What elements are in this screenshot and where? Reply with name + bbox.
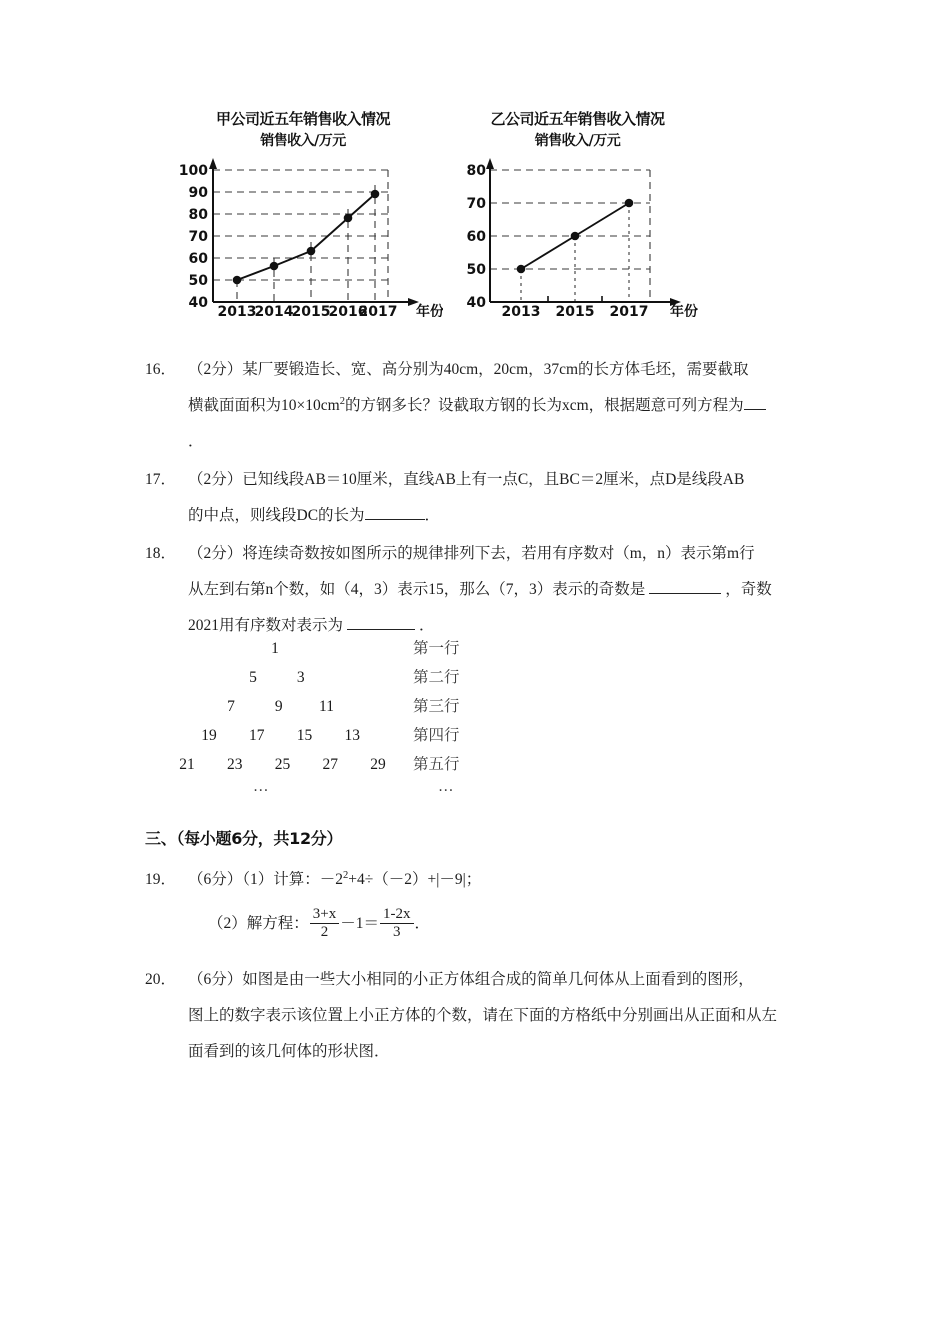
question-16-line-2-text-a: 横截面面积为10×10cm <box>188 397 340 414</box>
chart-jia-x-axis-label: 年份 <box>416 304 443 317</box>
svg-text:90: 90 <box>188 185 208 201</box>
question-19-line-1 <box>145 862 817 898</box>
chart-yi-y-axis-label: 销售收入/万元 <box>534 133 621 149</box>
triangle-cell: 21 <box>179 756 195 773</box>
question-20-line-1: （6分）如图是由一些大小相同的小正方体组合成的简单几何体从上面看到的图形， <box>188 971 754 988</box>
chart-yi-plot <box>445 152 710 322</box>
triangle-cell: 23 <box>227 756 243 773</box>
section-three-header: 三、（每小题6分，共12分） <box>145 829 343 848</box>
svg-text:2014: 2014 <box>254 304 294 317</box>
svg-text:70: 70 <box>188 229 208 245</box>
question-17-number: 17． <box>145 471 177 488</box>
chart-jia-title: 甲公司近五年销售收入情况 <box>215 110 390 128</box>
question-16-line-3: ． <box>188 433 204 450</box>
fraction-left <box>310 906 339 941</box>
triangle-row-1 <box>253 636 297 662</box>
question-16-number: 16． <box>145 361 177 378</box>
question-18-line-3-text-b: ． <box>419 617 435 634</box>
triangle-row-4 <box>187 723 374 749</box>
question-18-line-2-text-a: 从左到右第n个数，如（4，3）表示15，那么（7，3）表示的奇数是 <box>188 581 646 598</box>
triangle-ellipsis-right: … <box>438 778 455 795</box>
chart-jia-y-axis-label: 销售收入/万元 <box>260 133 346 149</box>
question-18-line-2 <box>145 572 817 608</box>
svg-text:60: 60 <box>466 229 486 245</box>
triangle-cell: 27 <box>322 756 338 773</box>
svg-text:2016: 2016 <box>328 304 368 317</box>
svg-text:2015: 2015 <box>291 304 331 317</box>
svg-text:2017: 2017 <box>358 304 398 317</box>
question-17-answer-blank[interactable] <box>365 519 425 520</box>
question-18-line-1: （2分）将连续奇数按如图所示的规律排列下去，若用有序数对（m，n）表示第m行 <box>188 545 755 562</box>
triangle-cell: 25 <box>274 756 291 773</box>
question-18-number: 18． <box>145 545 177 562</box>
triangle-cell: 7 <box>227 698 235 715</box>
svg-text:40: 40 <box>188 295 208 311</box>
question-18-answer-blank-2[interactable] <box>347 629 415 630</box>
triangle-ellipsis-left: … <box>253 778 270 795</box>
question-19-line-1-text-a: （6分）（1）计算：－2 <box>188 871 344 888</box>
svg-text:50: 50 <box>466 262 486 278</box>
triangle-row-5 <box>165 752 400 778</box>
question-20-number: 20． <box>145 971 177 988</box>
question-17-line-2-text-a: 的中点，则线段DC的长为 <box>188 507 365 524</box>
svg-text:2013: 2013 <box>217 304 257 317</box>
fraction-right <box>380 906 414 941</box>
question-16-line-2 <box>145 388 817 424</box>
triangle-cell: 17 <box>249 727 265 744</box>
question-16-superscript: 2 <box>339 395 345 407</box>
svg-text:2017: 2017 <box>609 304 649 317</box>
triangle-cell: 15 <box>296 727 313 744</box>
question-20-line-2: 图上的数字表示该位置上小正方体的个数，请在下面的方格纸中分别画出从正面和从左 <box>188 1007 778 1024</box>
chart-yi <box>445 108 710 322</box>
question-19-line-1-text-b: +4÷（－2）+|－9|； <box>348 871 482 888</box>
fraction-left-numerator: 3+x <box>310 906 339 924</box>
chart-jia <box>163 108 443 322</box>
triangle-row-label-1: 第一行 <box>413 640 460 657</box>
charts-figure <box>145 108 825 340</box>
question-16-line-2-text-b: 的方钢多长？设截取方钢的长为xcm，根据题意可列方程为 <box>344 397 744 414</box>
question-17-line-2-text-b: ． <box>424 507 441 524</box>
triangle-row-label-3: 第三行 <box>413 698 460 715</box>
triangle-cell: 1 <box>271 640 279 657</box>
chart-yi-title: 乙公司近五年销售收入情况 <box>490 110 665 128</box>
fraction-right-denominator: 3 <box>393 923 401 940</box>
question-16-line-1: （2分）某厂要锻造长、宽、高分别为40cm，20cm，37cm的长方体毛坯，需要截取 <box>188 361 749 378</box>
question-17 <box>145 462 817 534</box>
chart-jia-svg <box>163 152 443 317</box>
fraction-left-denominator: 2 <box>320 923 329 940</box>
triangle-row-label-4: 第四行 <box>413 727 460 744</box>
svg-text:70: 70 <box>466 196 486 212</box>
question-19 <box>145 862 817 950</box>
triangle-row-label-2: 第二行 <box>413 669 460 686</box>
question-19-line-2 <box>145 898 817 950</box>
svg-text:2013: 2013 <box>501 304 541 317</box>
svg-text:80: 80 <box>188 207 208 223</box>
question-17-line-2 <box>145 498 817 534</box>
svg-text:2015: 2015 <box>555 304 595 317</box>
question-20 <box>145 962 817 1070</box>
svg-text:40: 40 <box>466 295 486 311</box>
odd-number-triangle-figure <box>145 636 645 821</box>
question-19-equation-middle: －1＝ <box>340 915 379 932</box>
question-20-line-3: 面看到的该几何体的形状图． <box>188 1043 390 1060</box>
svg-text:60: 60 <box>188 251 208 267</box>
question-18-line-3-text-a: 2021用有序数对表示为 <box>188 617 344 634</box>
question-17-line-1: （2分）已知线段AB＝10厘米，直线AB上有一点C，且BC＝2厘米，点D是线段AB <box>188 471 745 488</box>
question-19-number: 19． <box>145 871 177 888</box>
question-16 <box>145 352 817 460</box>
svg-text:80: 80 <box>466 163 486 179</box>
triangle-cell: 29 <box>370 756 386 773</box>
question-19-equation-suffix: ． <box>414 915 431 932</box>
question-18-line-2-text-b: ，奇数 <box>725 581 772 598</box>
chart-yi-svg <box>445 152 710 317</box>
chart-jia-data-markers <box>233 190 380 285</box>
triangle-cell: 5 <box>249 669 257 686</box>
question-19-superscript: 2 <box>343 869 349 881</box>
question-18-answer-blank-1[interactable] <box>649 593 721 594</box>
triangle-row-label-5: 第五行 <box>413 756 460 773</box>
question-19-equation-prefix: （2）解方程： <box>208 915 309 932</box>
chart-jia-plot <box>163 152 443 322</box>
triangle-cell: 9 <box>274 698 283 715</box>
question-18 <box>145 536 817 644</box>
fraction-right-numerator: 1-2x <box>380 906 414 924</box>
triangle-cell: 19 <box>201 727 217 744</box>
triangle-cell: 11 <box>319 698 334 715</box>
triangle-cell: 13 <box>344 727 360 744</box>
question-16-answer-blank[interactable] <box>744 409 766 410</box>
svg-text:50: 50 <box>188 273 208 289</box>
chart-yi-x-axis-label: 年份 <box>670 304 698 317</box>
triangle-row-2 <box>231 665 323 691</box>
triangle-row-3 <box>209 694 349 720</box>
triangle-cell: 3 <box>296 669 305 686</box>
svg-text:100: 100 <box>178 163 208 179</box>
